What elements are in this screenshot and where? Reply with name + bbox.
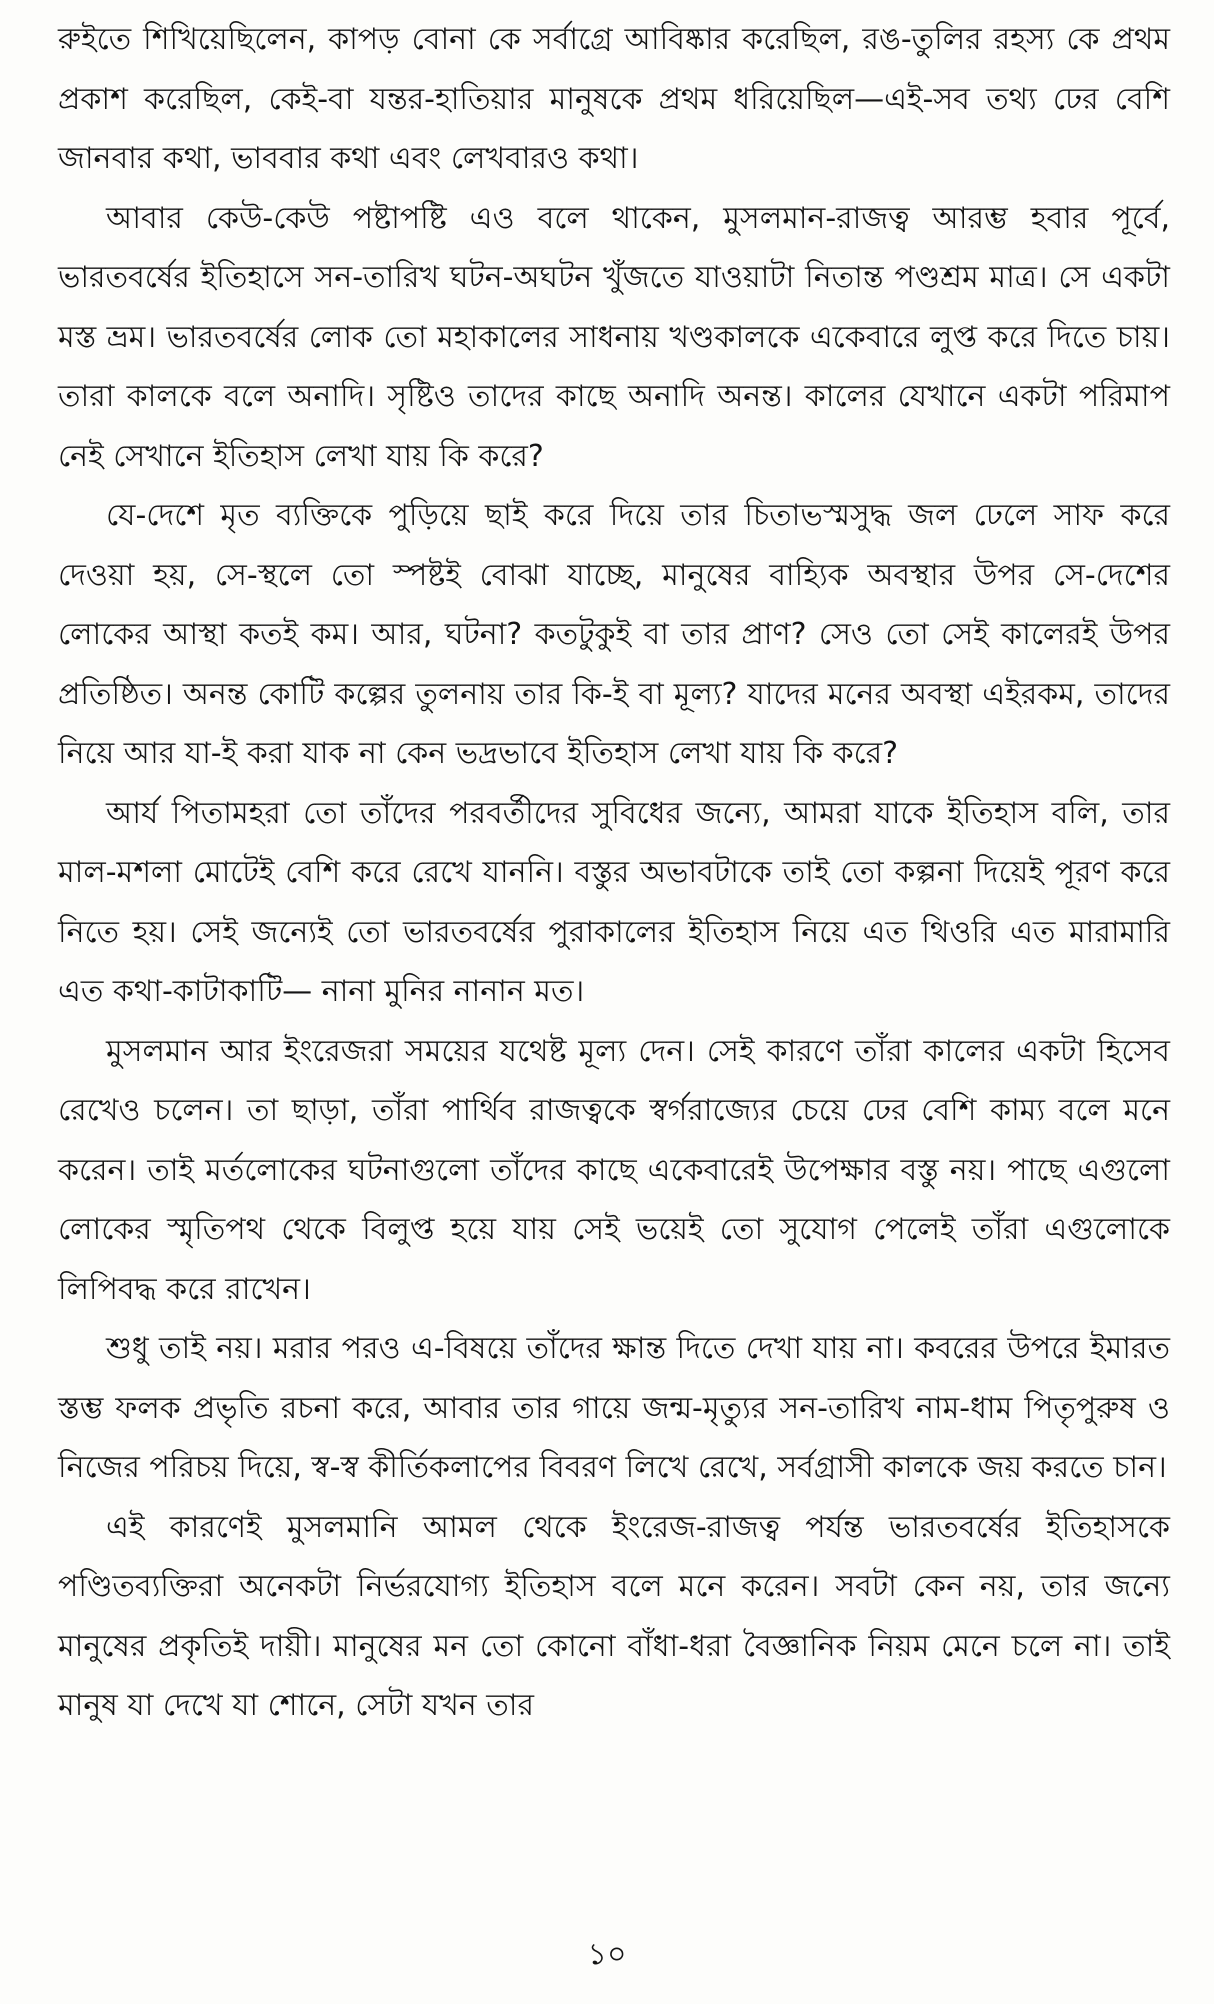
paragraph-3: যে-দেশে মৃত ব্যক্তিকে পুড়িয়ে ছাই করে দিয়ে তার চিতাভস্মসুদ্ধ জল ঢেলে সাফ করে দেওয়া হয়, সে-স্থলে তো স্পষ্টই বোঝা যাচ্ছে, মানুষের বাহ্যিক অবস্থার উপর সে-দেশের লোকের আস্থা কতই কম। আর, ঘটনা? কতটুকুই বা তার প্রাণ? সেও তো সেই কালেরই উপর প্রতিষ্ঠিত। অনন্ত কোটি কল্পের তুলনায় তার কি-ই বা মূল্য? যাদের মনের অবস্থা এইরকম, তাদের নিয়ে আর যা-ই করা যাক না কেন ভদ্রভাবে ইতিহাস লেখা যায় কি করে?: [58, 498, 1170, 771]
paragraph-6: শুধু তাই নয়। মরার পরও এ-বিষয়ে তাঁদের ক্ষান্ত দিতে দেখা যায় না। কবরের উপরে ইমারত স্তম্ভ ফলক প্রভৃতি রচনা করে, আবার তার গায়ে জন্ম-মৃত্যুর সন-তারিখ নাম-ধাম পিতৃপুরুষ ও নিজের পরিচয় দিয়ে, স্ব-স্ব কীর্তিকলাপের বিবরণ লিখে রেখে, সর্বগ্রাসী কালকে জয় করতে চান।: [58, 1331, 1170, 1485]
body-text: [58, 10, 1170, 1736]
paragraph-1: রুইতে শিখিয়েছিলেন, কাপড় বোনা কে সর্বাগ্রে আবিষ্কার করেছিল, রঙ-তুলির রহস্য কে প্রথম প্রকাশ করেছিল, কেই-বা যন্তর-হাতিয়ার মানুষকে প্রথম ধরিয়েছিল—এই-সব তথ্য ঢের বেশি জানবার কথা, ভাববার কথা এবং লেখবারও কথা।: [58, 22, 1170, 176]
page-number: ১০: [587, 1937, 627, 1972]
paragraph-7: এই কারণেই মুসলমানি আমল থেকে ইংরেজ-রাজত্ব পর্যন্ত ভারতবর্ষের ইতিহাসকে পণ্ডিতব্যক্তিরা অনেকটা নির্ভরযোগ্য ইতিহাস বলে মনে করেন। সবটা কেন নয়, তার জন্যে মানুষের প্রকৃতিই দায়ী। মানুষের মন তো কোনো বাঁধা-ধরা বৈজ্ঞানিক নিয়ম মেনে চলে না। তাই মানুষ যা দেখে যা শোনে, সেটা যখন তার: [58, 1509, 1170, 1723]
paragraph-4: আর্য পিতামহরা তো তাঁদের পরবর্তীদের সুবিধের জন্যে, আমরা যাকে ইতিহাস বলি, তার মাল-মশলা মোটেই বেশি করে রেখে যাননি। বস্তুর অভাবটাকে তাই তো কল্পনা দিয়েই পূরণ করে নিতে হয়। সেই জন্যেই তো ভারতবর্ষের পুরাকালের ইতিহাস নিয়ে এত থিওরি এত মারামারি এত কথা-কাটাকাটি— নানা মুনির নানান মত।: [58, 795, 1170, 1009]
paragraph-5: মুসলমান আর ইংরেজরা সময়ের যথেষ্ট মূল্য দেন। সেই কারণে তাঁরা কালের একটা হিসেব রেখেও চলেন। তা ছাড়া, তাঁরা পার্থিব রাজত্বকে স্বর্গরাজ্যের চেয়ে ঢের বেশি কাম্য বলে মনে করেন। তাই মর্তলোকের ঘটনাগুলো তাঁদের কাছে একেবারেই উপেক্ষার বস্তু নয়। পাছে এগুলো লোকের স্মৃতিপথ থেকে বিলুপ্ত হয়ে যায় সেই ভয়েই তো সুযোগ পেলেই তাঁরা এগুলোকে লিপিবদ্ধ করে রাখেন।: [58, 1033, 1170, 1307]
paragraph-2: আবার কেউ-কেউ পষ্টাপষ্টি এও বলে থাকেন, মুসলমান-রাজত্ব আরম্ভ হবার পূর্বে, ভারতবর্ষের ইতিহাসে সন-তারিখ ঘটন-অঘটন খুঁজতে যাওয়াটা নিতান্ত পণ্ডশ্রম মাত্র। সে একটা মস্ত ভ্রম। ভারতবর্ষের লোক তো মহাকালের সাধনায় খণ্ডকালকে একেবারে লুপ্ত করে দিতে চায়। তারা কালকে বলে অনাদি। সৃষ্টিও তাদের কাছে অনাদি অনন্ত। কালের যেখানে একটা পরিমাপ নেই সেখানে ইতিহাস লেখা যায় কি করে?: [58, 200, 1170, 474]
